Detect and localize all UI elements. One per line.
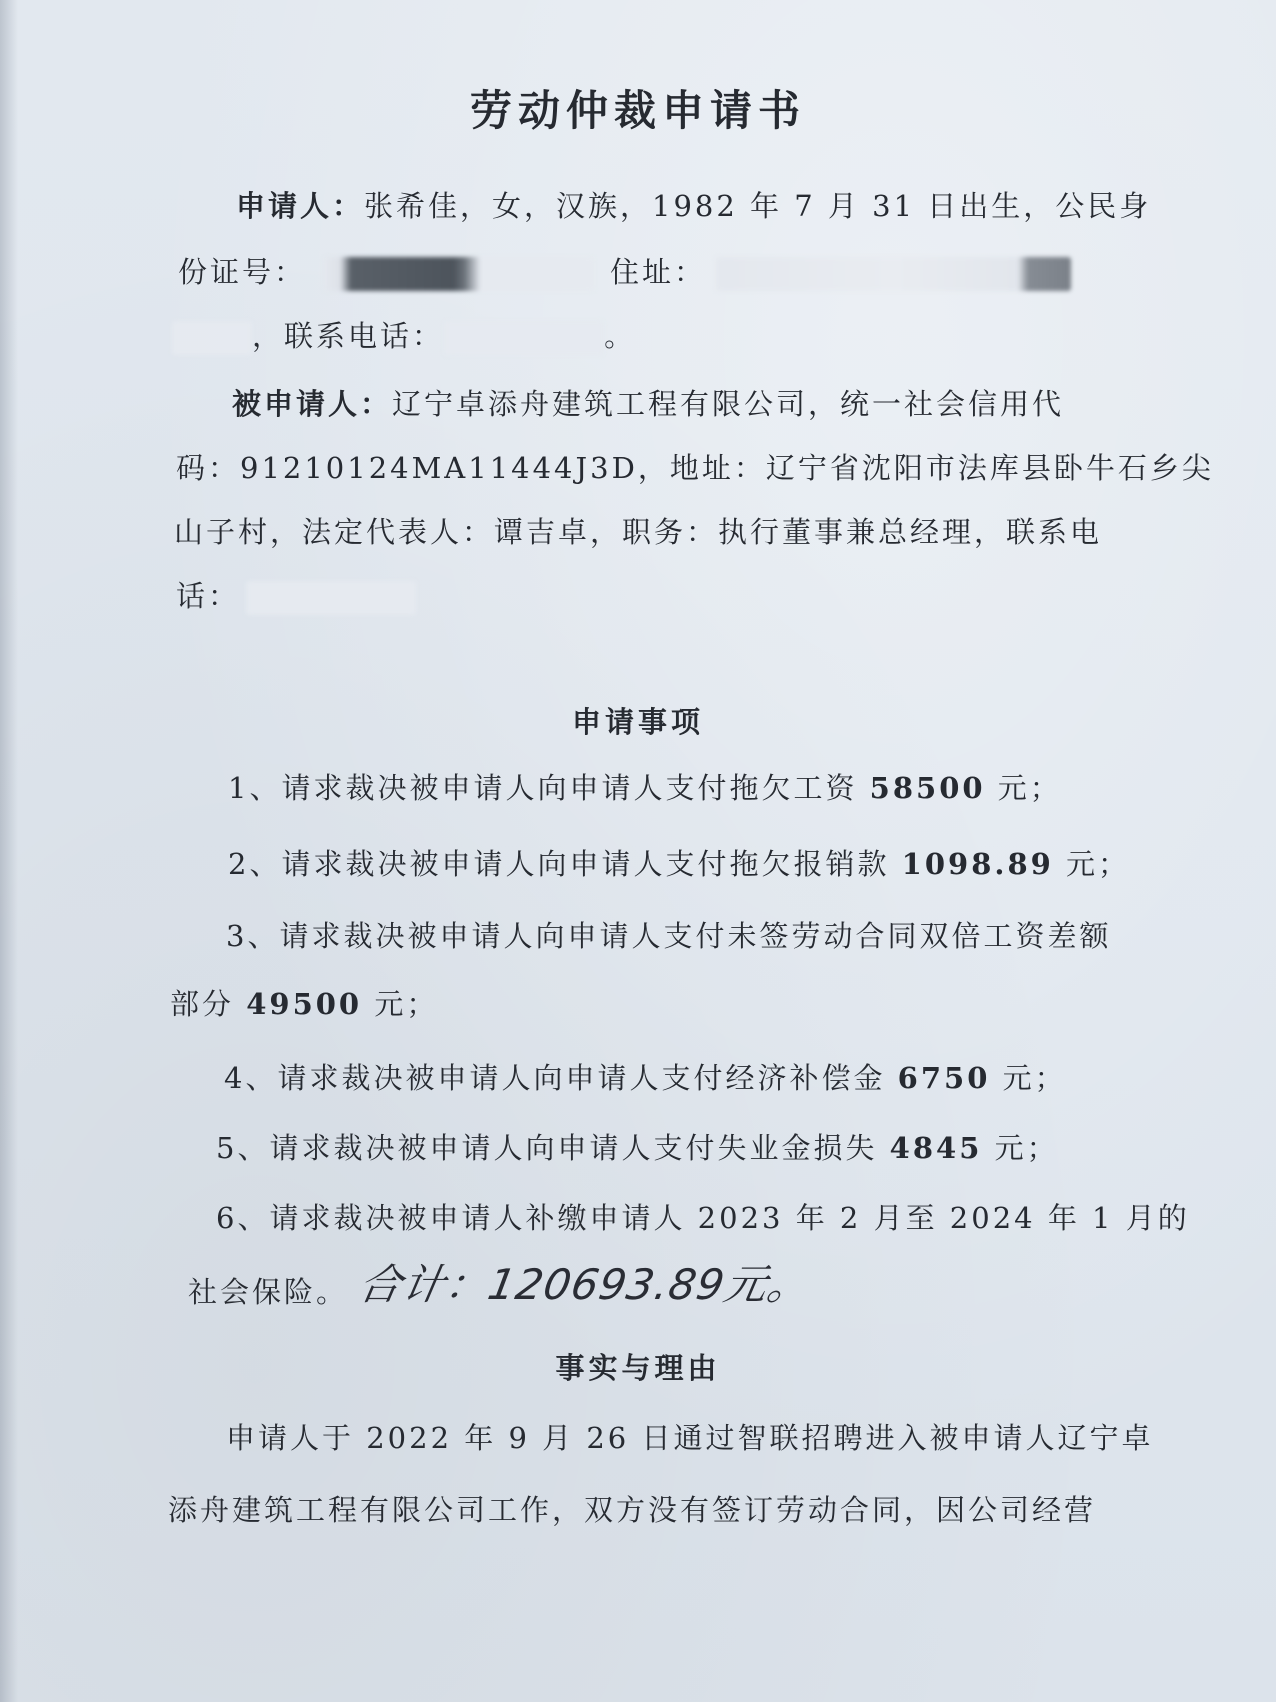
request-item-6: 6、请求裁决被申请人补缴申请人 2023 年 2 月至 2024 年 1 月的 — [216, 1201, 1190, 1235]
handwritten-total: 合计：120693.89元。 — [355, 1260, 816, 1309]
request-amount: 49500 — [246, 987, 363, 1021]
respondent-company: 辽宁卓添舟建筑工程有限公司，统一社会信用代 — [392, 387, 1065, 421]
request-item-3-cont — [170, 986, 438, 1022]
request-unit: 元； — [362, 987, 439, 1021]
page-edge-shadow — [0, 0, 18, 1702]
request-item-5 — [216, 1130, 1059, 1166]
request-amount: 6750 — [897, 1061, 991, 1095]
respondent-label: 被申请人： — [232, 387, 393, 421]
request-text: 2、请求裁决被申请人向申请人支付拖欠报销款 — [228, 847, 902, 881]
applicant-details: 张希佳，女，汉族，1982 年 7 月 31 日出生，公民身 — [364, 189, 1152, 223]
respondent-line-4 — [176, 578, 416, 615]
request-item-6-cont: 社会保险。 — [188, 1275, 349, 1309]
id-label: 份证号： — [178, 255, 307, 289]
redacted-phone — [444, 321, 604, 355]
address-label: 住址： — [610, 255, 707, 289]
request-unit: 元； — [990, 1061, 1067, 1095]
redacted-address-end — [172, 321, 252, 355]
document-title: 劳动仲裁申请书 — [469, 86, 806, 135]
request-text: 5、请求裁决被申请人向申请人支付失业金损失 — [216, 1131, 890, 1165]
request-item-3: 3、请求裁决被申请人向申请人支付未签劳动合同双倍工资差额 — [226, 919, 1112, 953]
request-text: 1、请求裁决被申请人向申请人支付拖欠工资 — [228, 771, 870, 805]
applicant-label: 申请人： — [236, 189, 365, 223]
request-item-1 — [228, 770, 1062, 806]
applicant-line-3 — [172, 318, 636, 355]
applicant-line-2 — [178, 254, 1071, 291]
request-unit: 元； — [1053, 847, 1131, 881]
respondent-phone-label: 话： — [176, 579, 241, 613]
respondent-line-2: 码：91210124MA11444J3D，地址：辽宁省沈阳市法库县卧牛石乡尖 — [176, 451, 1214, 485]
request-text: 部分 — [170, 987, 247, 1021]
request-unit: 元； — [982, 1131, 1059, 1165]
applicant-line-1 — [236, 188, 1151, 224]
request-amount: 58500 — [869, 771, 986, 805]
request-item-4 — [224, 1060, 1067, 1096]
respondent-line-1 — [232, 386, 1064, 422]
respondent-line-3: 山子村，法定代表人：谭吉卓，职务：执行董事兼总经理，联系电 — [174, 515, 1103, 549]
phone-label: ，联系电话： — [252, 319, 445, 353]
request-unit: 元； — [985, 771, 1062, 805]
request-text: 4、请求裁决被申请人向申请人支付经济补偿金 — [224, 1061, 898, 1095]
phone-end: 。 — [604, 319, 637, 353]
facts-line-1: 申请人于 2022 年 9 月 26 日通过智联招聘进入被申请人辽宁卓 — [226, 1421, 1154, 1455]
request-item-2 — [228, 846, 1130, 882]
facts-line-2: 添舟建筑工程有限公司工作，双方没有签订劳动合同，因公司经营 — [168, 1493, 1097, 1527]
requests-heading: 申请事项 — [571, 705, 704, 739]
redacted-address — [716, 257, 1071, 291]
request-amount: 1098.89 — [901, 847, 1054, 881]
redacted-id-number — [324, 257, 594, 291]
request-amount: 4845 — [889, 1131, 983, 1165]
redacted-respondent-phone — [246, 581, 416, 615]
facts-heading: 事实与理由 — [555, 1351, 721, 1385]
